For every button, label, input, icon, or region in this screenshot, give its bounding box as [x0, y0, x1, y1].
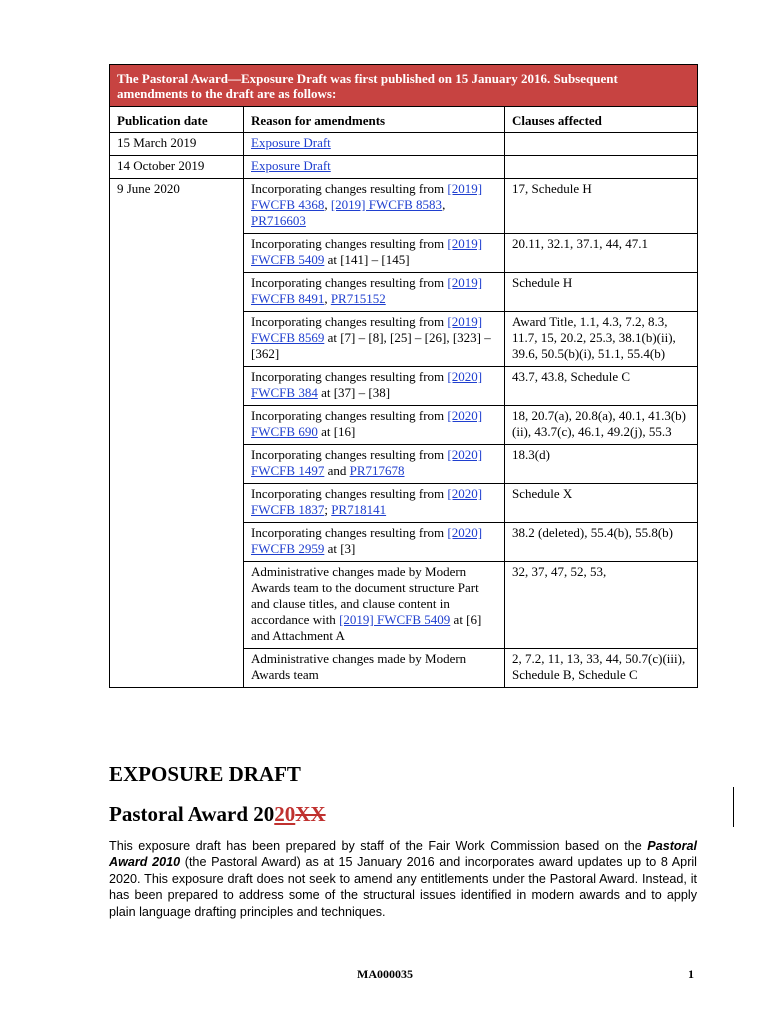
decision-link[interactable]: [2019] FWCFB 8491 — [251, 275, 483, 306]
clauses-cell: 32, 37, 47, 52, 53, — [505, 562, 698, 649]
reason-cell: Incorporating changes resulting from [2020] FWCFB 690 at [16] — [244, 406, 505, 445]
clauses-cell: 17, Schedule H — [505, 179, 698, 234]
clauses-cell: 18.3(d) — [505, 445, 698, 484]
clauses-cell: Award Title, 1.1, 4.3, 7.2, 8.3, 11.7, 15, 20.2, 25.3, 38.1(b)(ii), 39.6, 50.5(b)(i), 51.1, 55.4(b) — [505, 312, 698, 367]
header-reason: Reason for amendments — [244, 107, 505, 133]
clauses-cell: 2, 7.2, 11, 13, 33, 44, 50.7(c)(iii), Schedule B, Schedule C — [505, 649, 698, 688]
award-title: Pastoral Award 2020XX — [109, 802, 326, 826]
deleted-text: XX — [295, 802, 326, 826]
table-row — [110, 179, 698, 234]
decision-link[interactable]: [2020] FWCFB 1497 — [251, 447, 483, 478]
table-row — [110, 133, 698, 156]
reason-cell: Incorporating changes resulting from [2020] FWCFB 1837; PR718141 — [244, 484, 505, 523]
page-number: 1 — [688, 967, 694, 981]
decision-link[interactable]: [2020] FWCFB 2959 — [251, 525, 483, 556]
decision-link[interactable]: [2019] FWCFB 5409 — [251, 236, 483, 267]
table-row — [110, 156, 698, 179]
intro-paragraph: This exposure draft has been prepared by staff of the Fair Work Commission based on the Pastoral Award 2010 (the Pastoral Award) as at 15 January 2016 and incorporates award updates up to 8 April 2020. This exposure draft does not seek to amend any entitlements under the Pastoral Award. Instead, it has been prepared to address some of the structural issues identified in modern awards and to apply plain language drafting principles and techniques. — [109, 839, 697, 919]
exposure-draft-heading: EXPOSURE DRAFT — [109, 762, 301, 786]
footer-award-code: MA000035 — [357, 967, 413, 981]
header-clauses: Clauses affected — [505, 107, 698, 133]
exposure-draft-link[interactable]: Exposure Draft — [251, 158, 331, 173]
reason-cell: Incorporating changes resulting from [2020] FWCFB 384 at [37] – [38] — [244, 367, 505, 406]
order-link[interactable]: PR717678 — [349, 463, 405, 478]
award-name: Pastoral Award 2010 — [109, 839, 697, 870]
change-bar — [733, 787, 734, 827]
reason-cell: Administrative changes made by Modern Awards team to the document structure Part and clause titles, and clause content in accordance with [2019] FWCFB 5409 at [6] and Attachment A — [244, 562, 505, 649]
decision-link[interactable]: [2020] FWCFB 1837 — [251, 486, 483, 517]
amendments-table — [109, 64, 698, 688]
reason-cell: Incorporating changes resulting from [2020] FWCFB 2959 at [3] — [244, 523, 505, 562]
reason-cell: Incorporating changes resulting from [2019] FWCFB 8569 at [7] – [8], [25] – [26], [323] – [362] — [244, 312, 505, 367]
table-banner: The Pastoral Award—Exposure Draft was first published on 15 January 2016. Subsequent amendments to the draft are as follows: — [110, 65, 698, 107]
clauses-cell: 38.2 (deleted), 55.4(b), 55.8(b) — [505, 523, 698, 562]
reason-cell: Incorporating changes resulting from [2019] FWCFB 5409 at [141] – [145] — [244, 234, 505, 273]
decision-link[interactable]: [2019] FWCFB 8583 — [330, 197, 443, 212]
row-date: 14 October 2019 — [110, 156, 244, 179]
decision-link[interactable]: [2020] FWCFB 690 — [251, 408, 483, 439]
clauses-cell: 43.7, 43.8, Schedule C — [505, 367, 698, 406]
row-date: 15 March 2019 — [110, 133, 244, 156]
clauses-cell: Schedule H — [505, 273, 698, 312]
row-date-merged: 9 June 2020 — [110, 179, 244, 688]
clauses-cell: 18, 20.7(a), 20.8(a), 40.1, 41.3(b)(ii), 43.7(c), 46.1, 49.2(j), 55.3 — [505, 406, 698, 445]
order-link[interactable]: PR716603 — [251, 213, 306, 228]
reason-cell: Incorporating changes resulting from [2020] FWCFB 1497 and PR717678 — [244, 445, 505, 484]
clauses-cell: Schedule X — [505, 484, 698, 523]
reason-cell: Incorporating changes resulting from [2019] FWCFB 8491, PR715152 — [244, 273, 505, 312]
order-link[interactable]: PR715152 — [330, 291, 386, 306]
inserted-text: 20 — [274, 802, 296, 826]
decision-link[interactable]: [2019] FWCFB 5409 — [339, 612, 451, 627]
header-publication-date: Publication date — [110, 107, 244, 133]
order-link[interactable]: PR718141 — [331, 502, 387, 517]
decision-link[interactable]: [2019] FWCFB 8569 — [251, 314, 483, 345]
clauses-cell: 20.11, 32.1, 37.1, 44, 47.1 — [505, 234, 698, 273]
decision-link[interactable]: [2019] FWCFB 4368 — [251, 181, 483, 212]
exposure-draft-link[interactable]: Exposure Draft — [251, 135, 331, 150]
reason-cell: Incorporating changes resulting from [2019] FWCFB 4368, [2019] FWCFB 8583, PR716603 — [244, 179, 505, 234]
decision-link[interactable]: [2020] FWCFB 384 — [251, 369, 483, 400]
reason-cell: Administrative changes made by Modern Awards team — [244, 649, 505, 688]
